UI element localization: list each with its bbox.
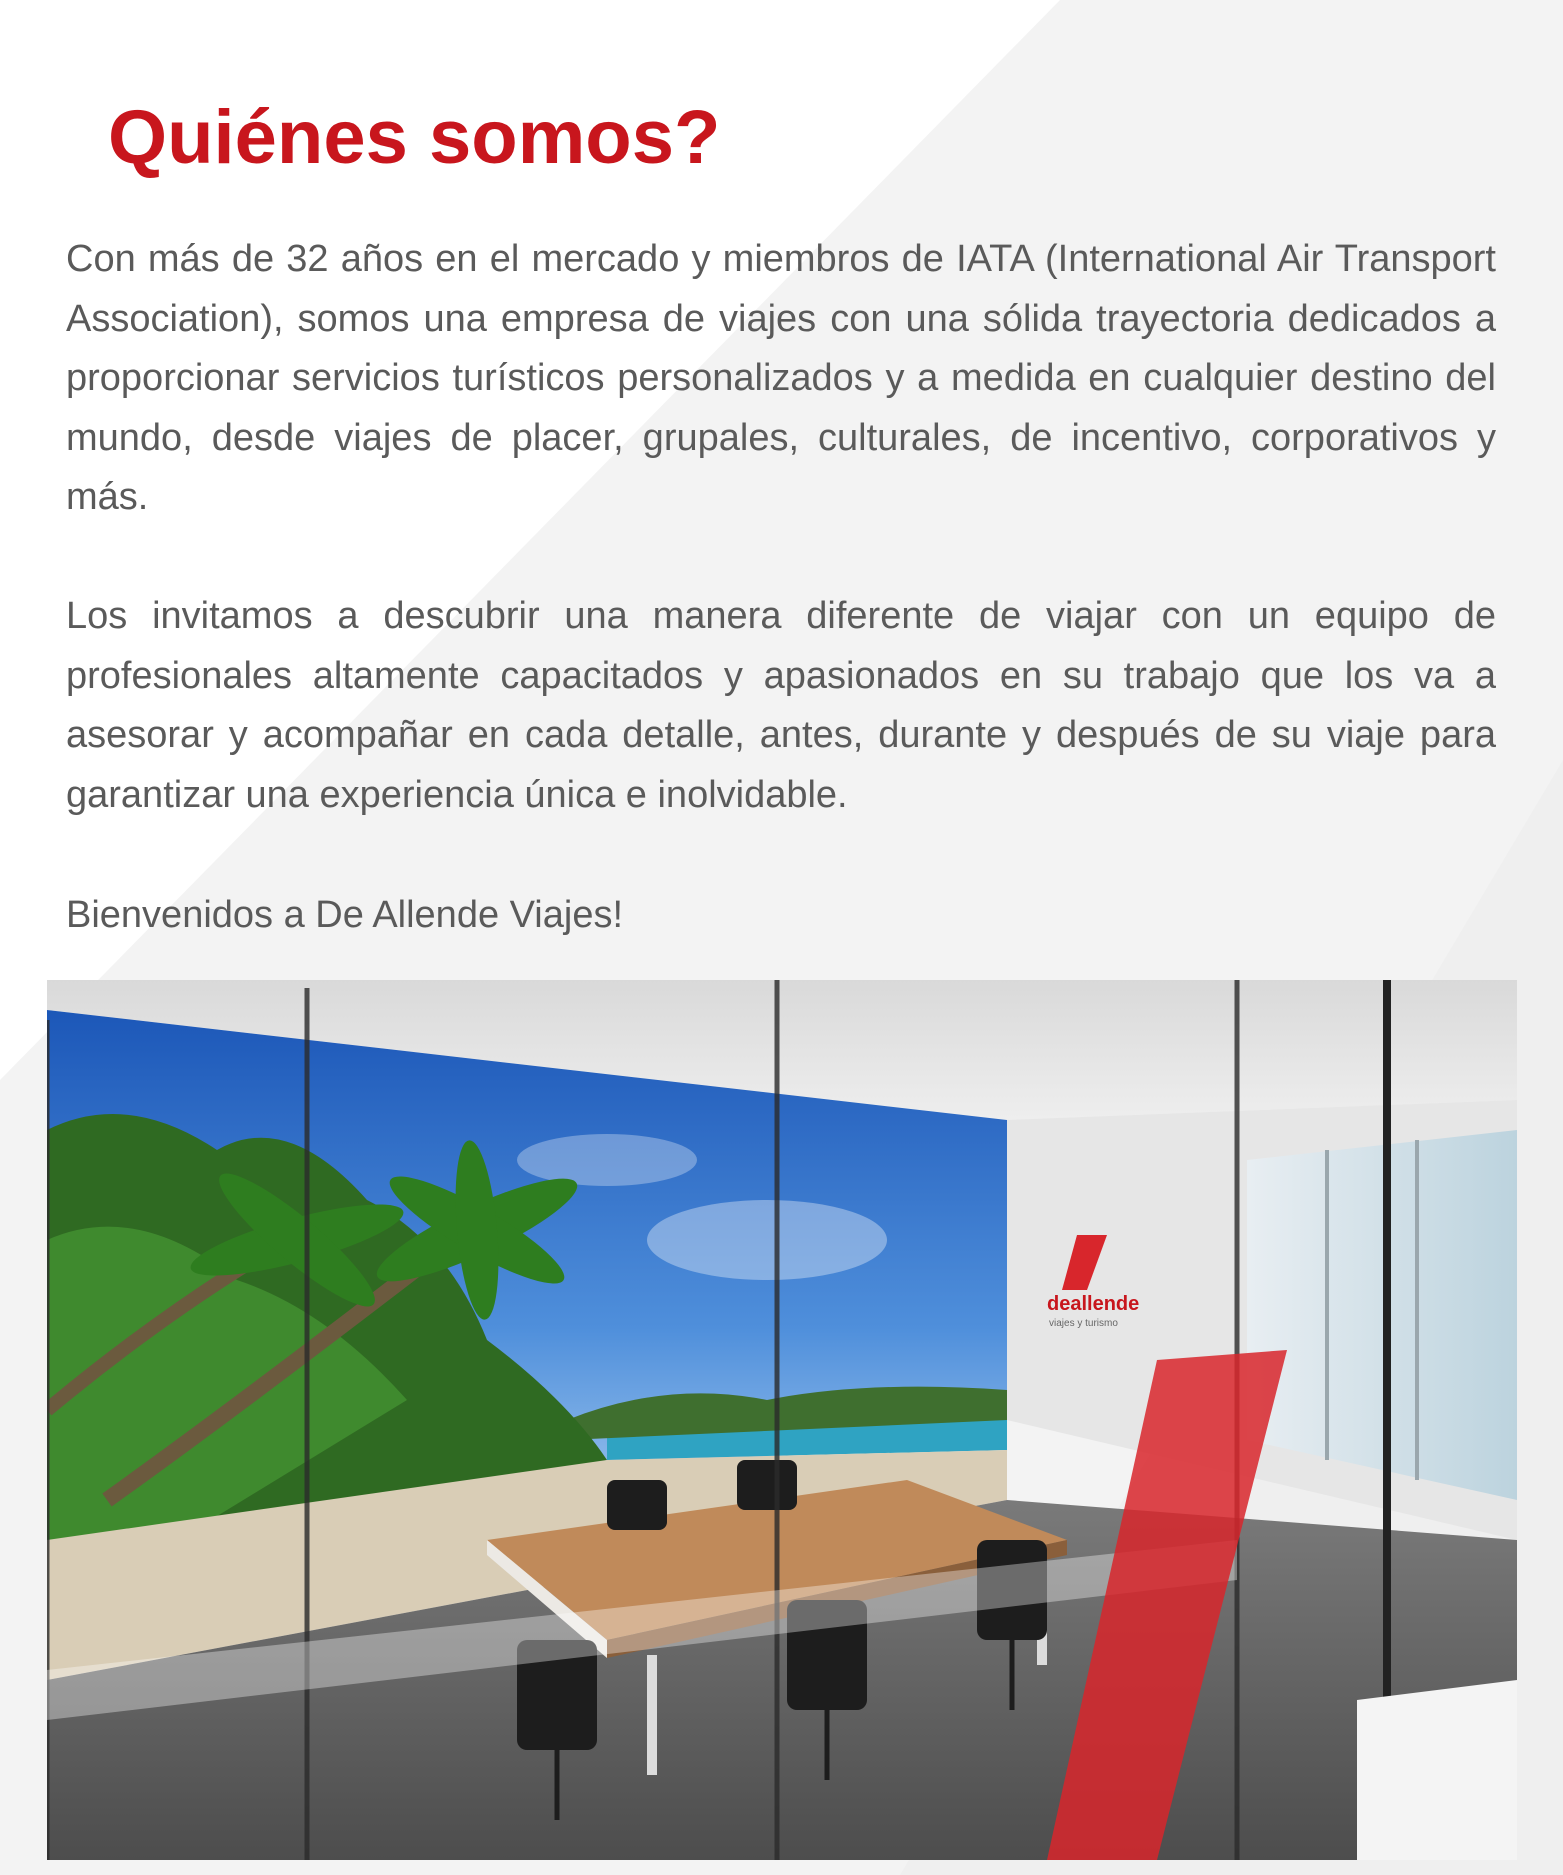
invitation-paragraph: Los invitamos a descubrir una manera diferente de viajar con un equipo de profesionales altamente capacitados y apasionados en su trabajo que los va a asesorar y acompañar en cada detalle, antes, durante y después de su viaje para garantizar una experiencia única e inolvidable. [66,595,1496,816]
welcome-paragraph: Bienvenidos a De Allende Viajes! [66,894,624,936]
intro-paragraph: Con más de 32 años en el mercado y miembros de IATA (International Air Transport Association), somos una empresa de viajes con una sólida trayectoria dedicados a proporcionar servicios turísticos personalizados y a medida en cualquier destino del mundo, desde viajes de placer, grupales, culturales, de incentivo, corporativos y más. [66,238,1496,518]
office-meeting-room-photo [47,980,1517,1860]
page-title: Quiénes somos? [108,95,721,180]
logo-text: deallende [1047,1293,1140,1315]
logo-subtext: viajes y turismo [1049,1318,1118,1329]
